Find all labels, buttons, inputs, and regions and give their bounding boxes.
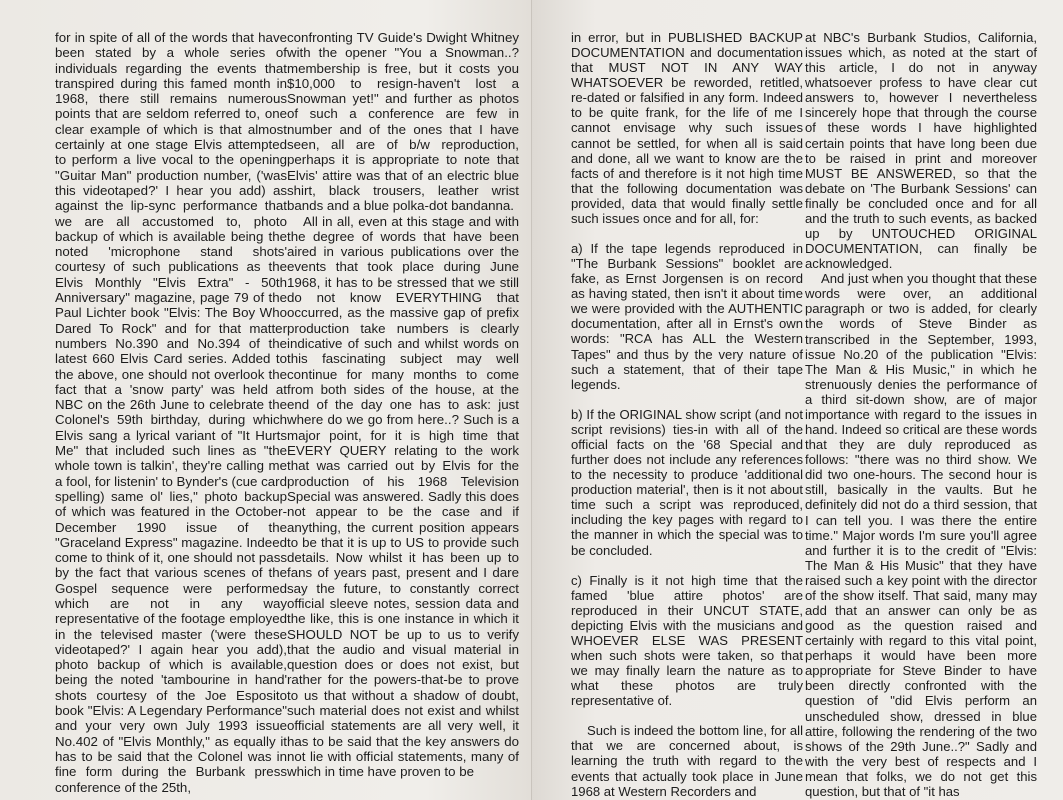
paragraph: for in spite of all of the words that have been stated by a whole series of individuals regarding the events that transpired during this famed month in 1968, there still remains numerous points that are seldom referred to, one clear example of which is that almost certainly at one stage Elvis attempted to perform a live vocal to the opening "Guitar Man" production number, ('was this videotaped?' I hear you add) as against the lip-sync performance that we are all accustomed to, photo backup of which is available being the noted 'microphone stand shots' courtesy of such publications as the Elvis Monthly "Elvis Extra" - 50th Anniversary" magazine, page 79 of the Paul Lichter book "Elvis: The Boy Who Dared To Rock" and for that matter numbers No.390 and No.394 of the latest 660 Elvis Card series. Added to the above, one should not overlook the fact that a 'snow party' was held at NBC on the 26th June to celebrate the Colonel's 59th birthday, during which Elvis sang a lyrical variant of "It Hurts Me" that included such lines as "the whole town is talkin', they're calling me a fool, for listenin' to Bynder's (cue card spelling) same ol' lies," photo backup of which was featured in the October-December 1990 issue of the "Graceland Express" magazine. Indeed come to think of it, one should not pass by the fact that various scenes of the Gospel sequence were performed which are not in any way representative of the footage employed in the televised master ('were these videotaped?' I again hear you add), photo backup of which is available, being the noted 'tambourine in hand' shots courtesy of the Joe Esposito book "Elvis: A Legendary Performance" and your very own July 1993 issue No.402 of "Elvis Monthly," as equally it has to be said that the Colonel was in fine form during the Burbank press conference of the 25th,	[55, 30, 287, 795]
right-page-column-2	[805, 30, 1037, 799]
paragraph: All in all, even at this stage and with the degree of words that have been aired in various publications over the events that took place during June 1968, it has to be stressed that we still do not know EVERYTHING that occurred, as the massive gap of prefix production take numbers is clearly indicative of such and whilst words on this fascinating subject may well continue for many months to come from both sides of the house, at the end of the day one has to ask: just where do we go from here..? Such is a major point, for it is high time that EVERY QUERY relating to the work that was carried out by Elvis for the production of his 1968 Television Special was answered. Sadly this does not appear to be the case and if anything, the current position appears to be that it is up to US to provide such details. Now whilst it has been up to fans of years past, present and I dare say the future, to constantly correct official sleeve notes, session data and the like, this is one instance in which it SHOULD NOT be up to us to verify that the audio and visual material in question does or does not exist, but rather for the powers-that-be to prove to us that without a shadow of doubt, such material does not exist and whilst official statements are all very well, it has to be said that the key answers do not lie with official statements, many of which in time have proven to be	[287, 213, 519, 780]
right-page-column-1	[571, 30, 803, 799]
paragraph-a: a) If the tape legends reproduced in "The Burbank Sessions" booklet are fake, as Ernst Jorgensen is on record as having stated, then isn't it about time we were provided with the AUTHENTIC documentation, after all in Ernst's own words: "RCA has ALL the Western Tapes" and thus by the very nature of such a statement, that of their tape legends.	[571, 241, 803, 392]
paragraph-c: c) Finally is it not high time that the famed 'blue attire photos' are reproduced in their UNCUT STATE, depicting Elvis with the musicians and WHOEVER ELSE WAS PRESENT when such shots were taken, so that we may finally learn the nature as to what these photos are truly representative of.	[571, 572, 803, 709]
paragraph: And just when you thought that these words were over, an additional paragraph or two is added, for clearly the words of Steve Binder as transcribed in the September, 1993, issue No.20 of the publication "Elvis: The Man & His Music," in which he strenuously denies the performance of a third sit-down show, are of major importance with regard to the issues in hand. Indeed so critical are these words that they are duly reproduced as follows: "there was no third show. We did two one-hours. The second hour is still, basically in the vaults. But he definitely did not do a third session, that I can tell you. I was there the entire time." Major words I'm sure you'll agree and further it is to the credit of "Elvis: The Man & His Music" that they have raised such a key point with the director of the show itself. That said, many may add that an answer can only be as good as the question raised and certainly with regard to this vital point, perhaps it would have been more appropriate for Steve Binder to have been directly confronted with the question of "did Elvis perform an unscheduled show, dressed in blue attire, following the rendering of the two shows of the 29th June..?" Sadly and with the very best of respects and I mean that folks, we do not get this question, but that of "it has	[805, 271, 1037, 799]
paragraph: at NBC's Burbank Studios, California, issues which, as noted at the start of this article, I do not in anyway whatsoever profess to have clear cut answers to, however I nevertheless sincerely hope that through the course of these words I have highlighted certain points that have long been due to be raised in print and moreover MUST BE ANSWERED, so that the debate on 'The Burbank Sessions' can finally be concluded once and for all and the truth to such events, as backed up by UNTOUCHED ORIGINAL DOCUMENTATION, can finally be acknowledged.	[805, 30, 1037, 272]
paragraph: Such is indeed the bottom line, for all that we are concerned about, is learning the truth with regard to the events that actually took place in June 1968 at Western Recorders and	[571, 723, 803, 799]
paragraph: confronting TV Guide's Dwight Whitney with the opener "You a Snowman..? membership is free, but it costs you $10,000 to resign-haven't lost a Snowman yet!" and further as photos of such a conference are few in number and of the ones that I have seen, all are of b/w reproduction, perhaps it is appropriate to note that Elvis' attire was that of an electric blue shirt, black trousers, leather wrist bands and a blue polka-dot bandanna.	[287, 30, 519, 214]
paragraph: in error, but in PUBLISHED BACKUP DOCUMENTATION and documentation that MUST NOT IN ANY WAY WHATSOEVER be reworded, retitled, re-dated or falsified in any form. Indeed to be quite frank, for the life of me I cannot envisage why such issues cannot be settled, for when all is said and done, all we want to know are the facts of and therefore is it not high time that the following documentation was provided, data that would finally settle such issues once and for all, for:	[571, 30, 803, 226]
left-page-column-2	[287, 30, 519, 780]
left-page	[0, 0, 531, 800]
left-page-column-1	[55, 30, 287, 795]
paragraph-b: b) If the ORIGINAL show script (and not script revisions) ties-in with all of the official facts on the '68 Special and further does not include any references to the necessity to produce 'additional production material', then is it not about time such a script was reproduced, including the key pages with regard to the manner in which the special was to be concluded.	[571, 406, 803, 558]
